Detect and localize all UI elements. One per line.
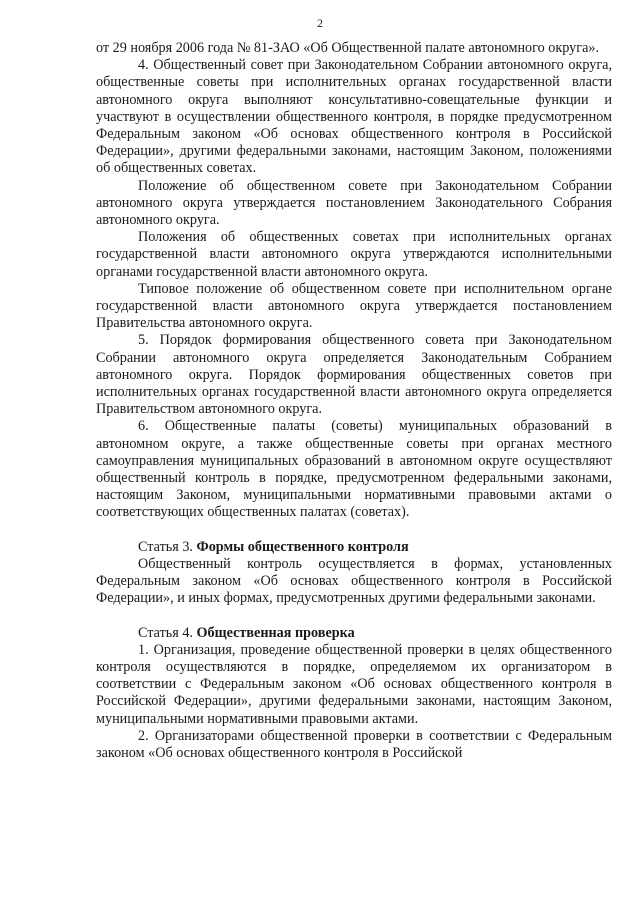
article-4-paragraph-1: 1. Организация, проведение общественной проверки в целях общественного контроля осуществляются в порядке, определяемом их организатором в соответствии с Федеральным законом «Об основах общественного контроля в Российской Федерации», другими федеральными законами, настоящим Законом, муниципальными нормативными правовыми актами. <box>96 641 612 727</box>
article-3-heading <box>96 539 612 556</box>
article-4-title: Общественная проверка <box>196 624 355 641</box>
document-body <box>96 40 612 762</box>
paragraph-item-5: 5. Порядок формирования общественного совета при Законодательном Собрании автономного округа определяется Законодательным Собранием автономного округа. Порядок формирования общественных советов при исполнительных органах государственной власти автономного округа определяется Правительством автономного округа. <box>96 332 612 418</box>
paragraph-councils-executive: Положения об общественных советах при исполнительных органах государственной власти автономного округа утверждаются исполнительными органами государственной власти автономного округа. <box>96 229 612 280</box>
page-number: 2 <box>317 16 323 30</box>
spacer <box>96 608 612 625</box>
paragraph-council-legislature: Положение об общественном совете при Законодательном Собрании автономного округа утверждается постановлением Законодательного Собрания автономного округа. <box>96 177 612 229</box>
article-3-paragraph: Общественный контроль осуществляется в формах, установленных Федеральным законом «Об основах общественного контроля в Российской Федерации», и иных формах, предусмотренных другими федеральными законами. <box>96 555 612 607</box>
spacer <box>96 522 612 539</box>
article-4-paragraph-2: 2. Организаторами общественной проверки в соответствии с Федеральным законом «Об основах общественного контроля в Российской <box>96 727 612 761</box>
paragraph-item-6: 6. Общественные палаты (советы) муниципальных образований в автономном округе, а также общественные советы при органах местного самоуправления муниципальных образований в автономном округе осуществляют общественный контроль в порядке, предусмотренном федеральными законами, настоящим Законом, муниципальными нормативными правовыми актами о соответствующих общественных палатах (советах). <box>96 418 612 521</box>
paragraph-model-regulation: Типовое положение об общественном совете при исполнительном органе государственной власти автономного округа утверждается постановлением Правительства автономного округа. <box>96 280 612 332</box>
article-4-prefix: Статья 4. <box>138 624 197 641</box>
paragraph-continuation: от 29 ноября 2006 года № 81-ЗАО «Об Общественной палате автономного округа». <box>96 40 600 56</box>
paragraph-item-4: 4. Общественный совет при Законодательном Собрании автономного округа, общественные советы при исполнительных органах государственной власти автономного округа выполняют консультативно-совещательные функции и участвуют в осуществлении общественного контроля, в порядке предусмотренном Федеральным законом «Об основах общественного контроля в Российской Федерации», другими федеральными законами, настоящим Законом, положениями об общественных советах. <box>96 57 612 177</box>
article-4-heading <box>96 625 612 642</box>
article-3-title: Формы общественного контроля <box>196 538 409 555</box>
article-3-prefix: Статья 3. <box>138 538 197 555</box>
